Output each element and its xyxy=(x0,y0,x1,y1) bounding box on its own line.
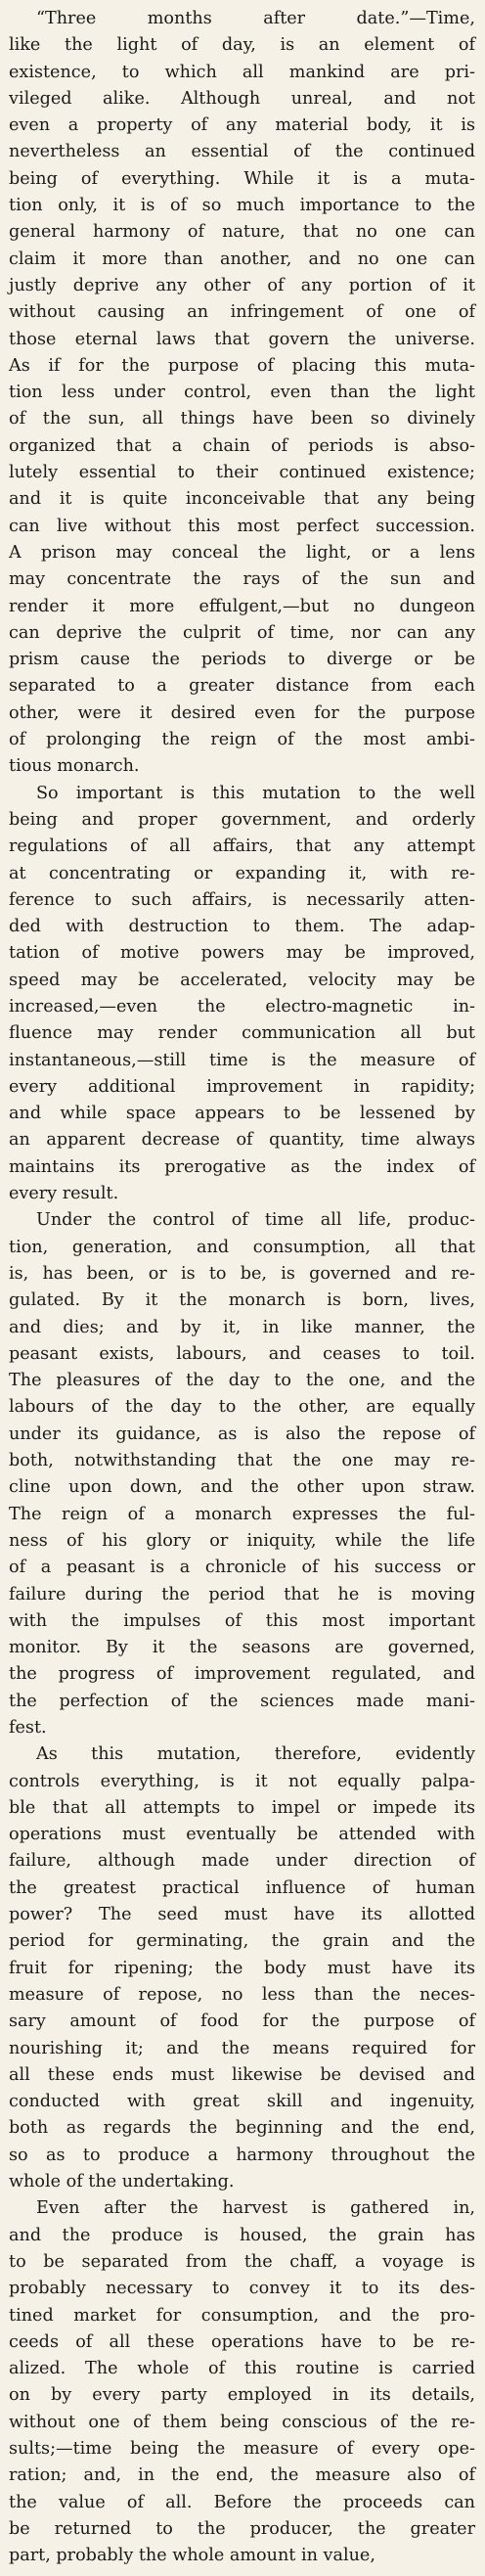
text-line: “Three months after date.”—Time, xyxy=(36,9,475,28)
text-line: the perfection of the sciences made mani- xyxy=(9,1691,475,1711)
text-line: sults;—time being the measure of every ope- xyxy=(9,2439,475,2460)
text-line: As this mutation, therefore, evidently xyxy=(36,1744,475,1765)
text-line: can deprive the culprit of time, nor can any xyxy=(9,622,475,643)
text-line: ded with destruction to them. The adap- xyxy=(9,917,475,937)
text-line: be returned to the producer, the greater xyxy=(9,2518,475,2539)
text-line: of a peasant is a chronicle of his success or xyxy=(9,1558,475,1578)
text-line: failure during the period that he is moving xyxy=(9,1584,475,1604)
text-line: labours of the day to the other, are equally xyxy=(9,1397,475,1418)
text-line: and it is quite inconceivable that any being xyxy=(9,489,475,510)
text-line: increased,—even the electro-magnetic in- xyxy=(9,996,475,1017)
text-line: maintains its prerogative as the index of xyxy=(9,1156,475,1177)
text-line: peasant exists, labours, and ceases to toil. xyxy=(9,1343,475,1364)
paragraph xyxy=(9,2195,475,2569)
text-line: conducted with great skill and ingenuity, xyxy=(9,2092,475,2112)
text-line: tious monarch. xyxy=(9,756,140,777)
text-line: vileged alike. Although unreal, and not xyxy=(9,88,475,109)
text-line: on by every party employed in its details, xyxy=(9,2385,475,2406)
text-line: general harmony of nature, that no one can xyxy=(9,222,475,243)
text-line: fluence may render communication all but xyxy=(9,1023,475,1044)
text-line: cline upon down, and the other upon straw. xyxy=(9,1477,475,1498)
text-line: nevertheless an essential of the continued xyxy=(9,142,475,162)
text-line: like the light of day, is an element of xyxy=(9,35,475,56)
text-line: tion only, it is of so much importance to the xyxy=(9,196,475,216)
text-line: the value of all. Before the proceeds can xyxy=(9,2492,475,2512)
text-line: tined market for consumption, and the pro- xyxy=(9,2305,475,2326)
text-line: So important is this mutation to the well xyxy=(36,783,475,803)
text-line: being of everything. While it is a muta- xyxy=(9,168,475,189)
paragraph xyxy=(9,781,475,1208)
text-line: and while space appears to be lessened by xyxy=(9,1104,475,1124)
text-line: without one of them being conscious of the re- xyxy=(9,2412,475,2432)
paragraph xyxy=(9,6,475,781)
text-line: every result. xyxy=(9,1184,119,1204)
text-line: alized. The whole of this routine is carried xyxy=(9,2359,475,2379)
text-line: even a property of any material body, it is xyxy=(9,115,475,136)
text-line: tation of motive powers may be improved, xyxy=(9,943,475,964)
text-line: prism cause the periods to diverge or be xyxy=(9,650,475,670)
text-line: operations must eventually be attended with xyxy=(9,1825,475,1845)
paragraph xyxy=(9,1741,475,2195)
text-line: A prison may conceal the light, or a lens xyxy=(9,542,475,563)
text-line: the progress of improvement regulated, and xyxy=(9,1664,475,1685)
text-line: Under the control of time all life, produc- xyxy=(36,1210,475,1231)
text-line: instantaneous,—still time is the measure of xyxy=(9,1050,475,1070)
text-line: speed may be accelerated, velocity may be xyxy=(9,970,475,990)
text-line: all these ends must likewise be devised and xyxy=(9,2064,475,2085)
text-line: tion less under control, even than the light xyxy=(9,383,475,403)
text-line: claim it more than another, and no one can xyxy=(9,249,475,269)
text-line: of the sun, all things have been so divinely xyxy=(9,409,475,429)
text-line: and the produce is housed, the grain has xyxy=(9,2225,475,2245)
text-line: The reign of a monarch expresses the ful- xyxy=(9,1504,475,1524)
text-line: under its guidance, as is also the repose of xyxy=(9,1424,475,1444)
text-line: can live without this most perfect succession. xyxy=(9,516,475,536)
text-line: ble that all attempts to impel or impede its xyxy=(9,1797,475,1818)
text-line: period for germinating, the grain and the xyxy=(9,1931,475,1952)
text-line: render it more effulgent,—but no dungeon xyxy=(9,596,475,616)
text-line: is, has been, or is to be, is governed and re- xyxy=(9,1263,475,1284)
text-line: may concentrate the rays of the sun and xyxy=(9,569,475,590)
text-line: ference to such affairs, is necessarily atten- xyxy=(9,889,475,910)
text-line: an apparent decrease of quantity, time always xyxy=(9,1130,475,1151)
text-line: of prolonging the reign of the most ambi- xyxy=(9,730,475,750)
text-line: controls everything, is it not equally palpa- xyxy=(9,1771,475,1791)
text-line: both, notwithstanding that the one may re- xyxy=(9,1451,475,1471)
text-line: other, were it desired even for the purpose xyxy=(9,702,475,723)
text-line: nourishing it; and the means required for xyxy=(9,2038,475,2058)
text-line: to be separated from the chaff, a voyage is xyxy=(9,2251,475,2272)
text-line: Even after the harvest is gathered in, xyxy=(36,2198,475,2219)
text-line: part, probably the whole amount in value, xyxy=(9,2546,375,2566)
text-line: the greatest practical influence of human xyxy=(9,1877,475,1898)
text-line: so as to produce a harmony throughout the xyxy=(9,2145,475,2165)
text-line: ration; and, in the end, the measure also of xyxy=(9,2465,475,2486)
text-line: regulations of all affairs, that any attempt xyxy=(9,836,475,857)
text-line: fruit for ripening; the body must have its xyxy=(9,1958,475,1978)
text-line: monitor. By it the seasons are governed, xyxy=(9,1638,475,1658)
text-line: probably necessary to convey it to its des- xyxy=(9,2279,475,2299)
text-line: at concentrating or expanding it, with re- xyxy=(9,863,475,883)
text-line: whole of the undertaking. xyxy=(9,2172,235,2192)
text-line: being and proper government, and orderly xyxy=(9,809,475,830)
text-line: measure of repose, no less than the neces- xyxy=(9,1984,475,2005)
text-line: and dies; and by it, in like manner, the xyxy=(9,1317,475,1337)
text-line: The pleasures of the day to the one, and the xyxy=(9,1371,475,1391)
text-line: failure, although made under direction of xyxy=(9,1851,475,1872)
text-line: gulated. By it the monarch is born, lives, xyxy=(9,1290,475,1311)
text-line: power? The seed must have its allotted xyxy=(9,1905,475,1925)
paragraph xyxy=(9,1207,475,1741)
text-line: ness of his glory or iniquity, while the life xyxy=(9,1530,475,1551)
text-line: existence, to which all mankind are pri- xyxy=(9,62,475,82)
text-line: both as regards the beginning and the end, xyxy=(9,2118,475,2139)
text-line: As if for the purpose of placing this muta- xyxy=(9,355,475,376)
text-line: every additional improvement in rapidity; xyxy=(9,1076,475,1097)
text-line: without causing an infringement of one of xyxy=(9,302,475,323)
text-line: separated to a greater distance from each xyxy=(9,676,475,697)
text-line: justly deprive any other of any portion of it xyxy=(9,275,475,295)
text-line: ceeds of all these operations have to be re- xyxy=(9,2331,475,2352)
text-line: tion, generation, and consumption, all that xyxy=(9,1237,475,1257)
text-line: sary amount of food for the purpose of xyxy=(9,2011,475,2032)
text-line: lutely essential to their continued existence; xyxy=(9,463,475,483)
text-line: fest. xyxy=(9,1718,47,1738)
text-line: with the impulses of this most important xyxy=(9,1610,475,1631)
text-line: organized that a chain of periods is abso- xyxy=(9,435,475,456)
text-line: those eternal laws that govern the universe. xyxy=(9,329,475,349)
